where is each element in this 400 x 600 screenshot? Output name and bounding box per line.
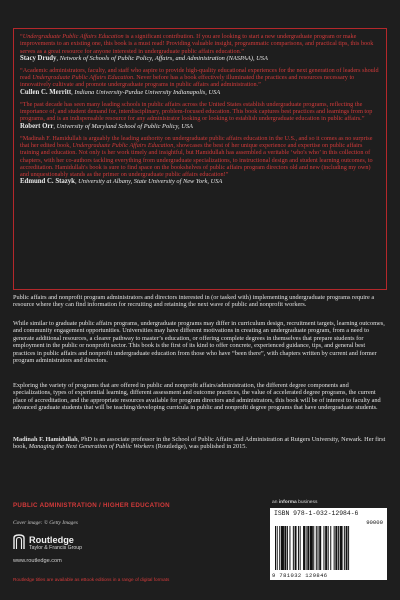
barcode-bar — [306, 526, 307, 570]
informa-business-tag: an informa business — [272, 500, 318, 505]
endorser-affiliation: University of Maryland School of Public Policy, USA — [56, 122, 193, 130]
barcode-bar — [303, 526, 305, 570]
barcode-digits: 9 781032 129846 — [272, 572, 328, 579]
barcode-bar — [287, 526, 288, 570]
endorser-name: Stacy Drudy — [20, 54, 57, 62]
endorsement-quote: “Academic administrators, faculty, and staff who aspire to provide high-quality educational experiences for the next generation of leaders should read Undergraduate Public Affairs Education. Never before has a book effectively illuminated the practices and resources necessary to innovatively cultivate and promote undergraduate programs in public affairs and administration.” — [20, 66, 379, 89]
endorsement-attribution: Edmund C. Stazyk, University at Albany, State University of New York, USA — [20, 178, 223, 186]
isbn-barcode — [270, 508, 387, 580]
price-code: 90000 — [366, 519, 383, 526]
barcode-bar — [330, 526, 331, 570]
subject-category: PUBLIC ADMINISTRATION / HIGHER EDUCATION — [13, 502, 170, 509]
barcode-bar — [325, 526, 327, 570]
barcode-bar — [344, 526, 345, 570]
barcode-bar — [334, 526, 335, 570]
endorsement-attribution: Stacy Drudy, Network of Schools of Public Policy, Affairs, and Administration (NASPAA), USA — [20, 54, 268, 62]
barcode-bar — [318, 526, 319, 570]
endorsements-box — [13, 28, 387, 290]
barcode-bar — [316, 526, 317, 570]
endorsement — [20, 67, 380, 97]
publisher-group: Taylor & Francis Group — [29, 545, 83, 551]
barcode-bar — [300, 526, 301, 570]
barcode-bar — [346, 526, 348, 570]
endorsement-attribution: Robert Orr, University of Maryland School of Public Policy, USA — [20, 122, 193, 130]
ebook-note: Routledge titles are available as eBook editions in a range of digital formats — [13, 577, 170, 582]
barcode-bar — [275, 526, 276, 570]
description-paragraph: While similar to graduate public affairs programs, undergraduate programs may differ in curriculum design, recruitment targets, learning outcomes, and community engagement opportunities. Universities may have different motivations in creating an undergraduate program, from a need to generate additional resources, a clearer pathway to master’s education, or offering complete degrees in themselves that prepare students for employment in the public or nonprofit sector. This book is the first of its kind to offer concrete, experienced guidance, tips, and general best practices in public affairs and nonprofit undergraduate education from those who have “been there”, with chapters written by current and former program administrators and directors. — [13, 320, 385, 365]
endorser-affiliation: University at Albany, State University of New York, USA — [78, 178, 223, 186]
barcode-bars — [274, 526, 383, 570]
barcode-bar — [298, 526, 299, 570]
routledge-logo-icon — [13, 534, 25, 550]
isbn-number: ISBN 978-1-032-12984-6 — [274, 510, 359, 517]
barcode-bar — [281, 526, 284, 570]
endorsement — [20, 33, 380, 63]
endorsement — [20, 135, 380, 187]
barcode-bar — [310, 526, 313, 570]
barcode-bar — [293, 526, 294, 570]
barcode-bar — [279, 526, 280, 570]
barcode-bar — [284, 526, 286, 570]
author-bio: Madinah F. Hamidullah, PhD is an associate professor in the School of Public Affairs and Administration at Rutgers University, Newark. Her first book, Managing the Next Generation of Public Workers (Routledge), was published in 2015. — [13, 436, 386, 451]
publisher-name: Routledge — [29, 535, 74, 545]
description-paragraph: Public affairs and nonprofit program administrators and directors interested in (or tasked with) implementing undergraduate programs require a resource where they can find information for recruiting and retaining the next wave of public and nonprofit workers. — [13, 294, 375, 309]
endorser-name: Edmund C. Stazyk — [20, 178, 75, 186]
barcode-bar — [328, 526, 329, 570]
endorser-name: Robert Orr — [20, 122, 54, 130]
endorser-affiliation: Network of Schools of Public Policy, Affairs, and Administration (NASPAA), USA — [59, 54, 268, 62]
publisher-url: www.routledge.com — [13, 558, 62, 564]
barcode-bar — [277, 526, 278, 570]
barcode-bar — [307, 526, 309, 570]
endorsement-quote: “Undergraduate Public Affairs Education is a significant contribution. If you are looking to start a new undergraduate program or make improvements to an existing one, this book is a must read! Providing valuable insight, programmatic comparisons, and practical tips, this book serves as a great resource for anyone interested in undergraduate public affairs education.” — [20, 33, 374, 55]
barcode-bar — [340, 526, 343, 570]
barcode-bar — [338, 526, 339, 570]
endorser-name: Cullen C. Merritt — [20, 88, 72, 96]
cover-image-credit: Cover image: © Getty Images — [13, 520, 78, 526]
author-name: Madinah F. Hamidullah — [13, 436, 78, 443]
barcode-bar — [295, 526, 297, 570]
barcode-bar — [323, 526, 324, 570]
endorsement-quote: “Madinah F. Hamidullah is arguably the leading authority on undergraduate public affairs education in the U.S., and so it comes as no surprise that her edited book, Undergraduate Public Affairs Education, showcases the best of her unique experience and expertise on public affairs training and education. Not only is her work timely and insightful, but Hamidullah has assembled a veritable ‘who's who’ in this collection of chapters, with her co-authors tackling everything from undergraduate specializations, to instructional design and student learning outcomes, to accreditation. Hamidullah's book is sure to find space on the bookshelves of public affairs program directors old and new (including my own) and unquestionably stands as the primer on undergraduate public affairs education!” — [20, 134, 373, 179]
author-book-title: Managing the Next Generation of Public Workers — [28, 443, 155, 451]
barcode-bar — [348, 526, 349, 570]
endorser-affiliation: Indiana University-Purdue University Indianapolis, USA — [74, 88, 221, 96]
barcode-bar — [319, 526, 321, 570]
endorsement-attribution: Cullen C. Merritt, Indiana University-Purdue University Indianapolis, USA — [20, 88, 221, 96]
barcode-bar — [335, 526, 337, 570]
endorsement — [20, 101, 380, 131]
publisher-block — [13, 534, 133, 570]
barcode-bar — [313, 526, 314, 570]
barcode-bar — [289, 526, 290, 570]
description-paragraph: Exploring the variety of programs that are offered in public and nonprofit affairs/administration, the different degree components and specializations, types of experiential learning, different assessment and outcome practices, the value of accelerated degree programs, the current place of accreditation, and the appropriate resources available for program directors and administrators, this book will be of interest to faculty and advanced graduate students that will be teaching/developing curricula in public and nonprofit degree programs that have undergraduate students. — [13, 382, 381, 412]
endorsement-quote: “The past decade has seen many leading schools in public affairs across the United States establish undergraduate programs, reflecting the importance of, and student demand for, interdisciplinary, problem-focused education. This book captures best practices and learnings from top programs, and is an indispensable resource for any administrator looking or looking to establish undergraduate education in public affairs.” — [20, 100, 373, 123]
